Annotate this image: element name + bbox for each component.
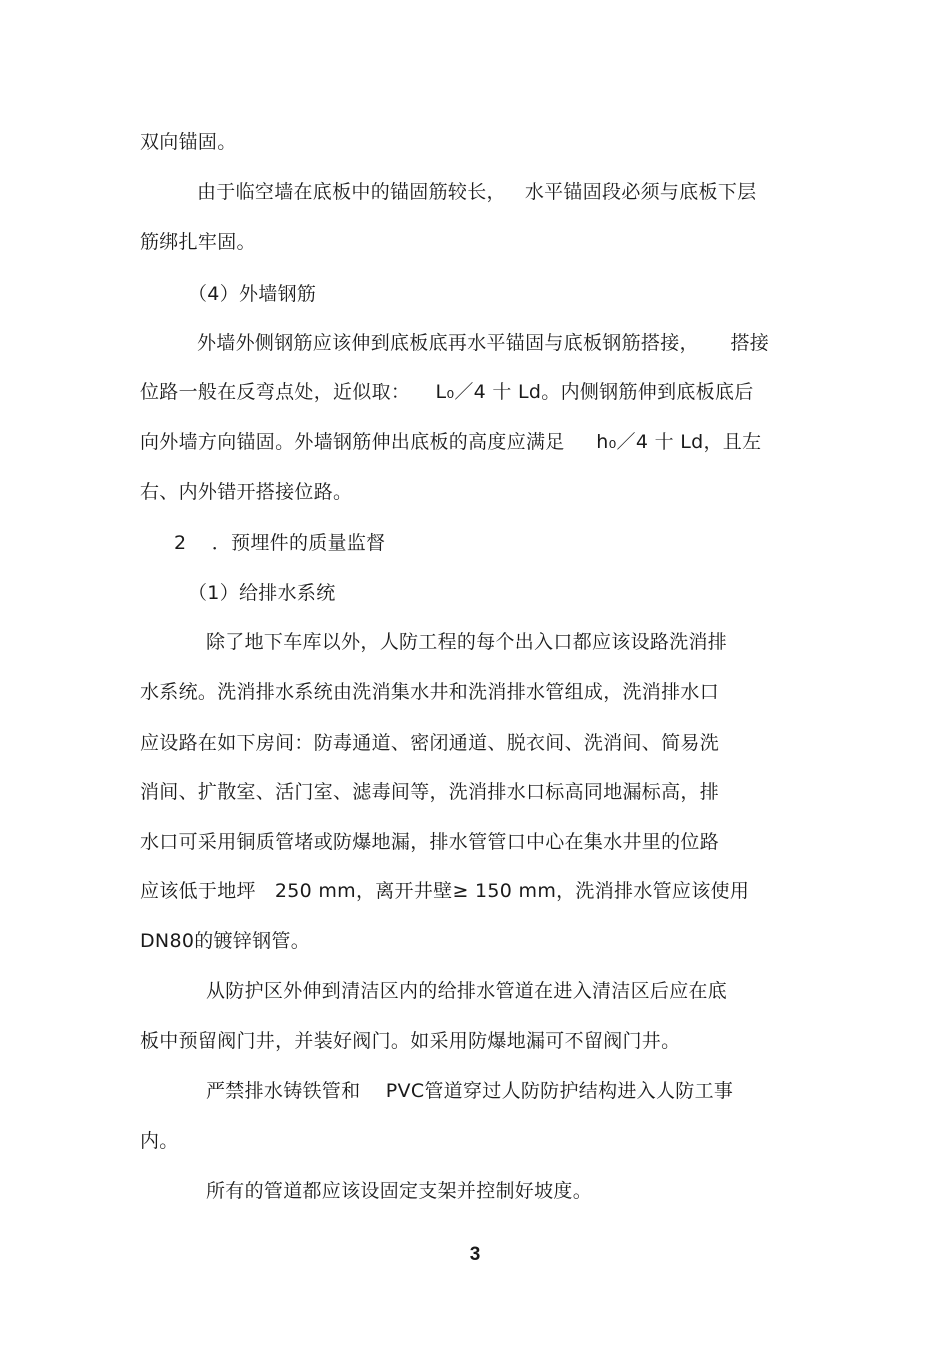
text-line: 向外墙方向锚固。外墙钢筋伸出底板的高度应满足 h₀／4 十 Ld，且左 (140, 431, 762, 453)
text-line: 所有的管道都应该设固定支架并控制好坡度。 (206, 1180, 593, 1202)
text-line: 内。 (140, 1130, 179, 1152)
text-line: 筋绑扎牢固。 (140, 231, 256, 253)
section-heading: 2 ．预埋件的质量监督 (174, 532, 386, 554)
text-line: 由于临空墙在底板中的锚固筋较长， 水平锚固段必须与底板下层 (197, 181, 757, 203)
text-line: 消间、扩散室、活门室、滤毒间等，洗消排水口标高同地漏标高，排 (140, 781, 720, 803)
text-line: 从防护区外伸到清洁区内的给排水管道在进入清洁区后应在底 (206, 980, 728, 1002)
text-line: 严禁排水铸铁管和 PVC管道穿过人防防护结构进入人防工事 (206, 1080, 734, 1102)
section-heading: （1）给排水系统 (188, 582, 336, 604)
text-line: 双向锚固。 (140, 131, 237, 153)
text-line: 水系统。洗消排水系统由洗消集水井和洗消排水管组成，洗消排水口 (140, 681, 720, 703)
text-line: DN80的镀锌钢管。 (140, 930, 311, 952)
text-line: 应该低于地坪 250 mm，离开井壁≥ 150 mm，洗消排水管应该使用 (140, 880, 750, 902)
text-line: 板中预留阀门井，并装好阀门。如采用防爆地漏可不留阀门井。 (140, 1030, 681, 1052)
text-line: 位路一般在反弯点处，近似取： L₀／4 十 Ld。内侧钢筋伸到底板底后 (140, 381, 754, 403)
page-number: 3 (469, 1244, 481, 1265)
section-heading: （4）外墙钢筋 (188, 283, 317, 305)
text-line: 右、内外错开搭接位路。 (140, 481, 353, 503)
text-line: 外墙外侧钢筋应该伸到底板底再水平锚固与底板钢筋搭接， 搭接 (197, 332, 770, 354)
text-line: 水口可采用铜质管堵或防爆地漏，排水管管口中心在集水井里的位路 (140, 831, 720, 853)
text-line: 应设路在如下房间：防毒通道、密闭通道、脱衣间、洗消间、简易洗 (140, 732, 720, 754)
text-line: 除了地下车库以外，人防工程的每个出入口都应该设路洗消排 (206, 631, 728, 653)
